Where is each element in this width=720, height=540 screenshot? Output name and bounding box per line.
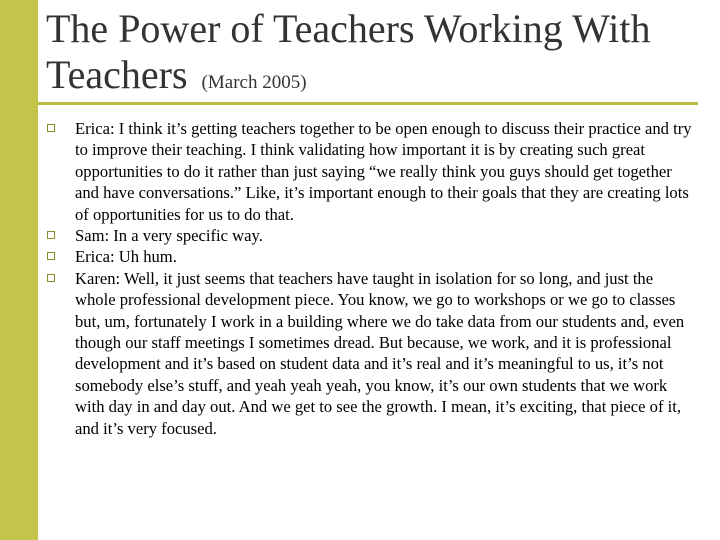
left-accent-bar bbox=[0, 0, 38, 540]
bullet-item-erica-1 bbox=[46, 118, 696, 225]
bullet-text: Erica: I think it’s getting teachers together to be open enough to discuss their practice and try to improve their teaching. I think validating how important it is by creating such great opportunities to do it rather than just saying “we really think you guys should get together and have conversations.” Like, it’s important enough to their goals that they are creating lots of opportunities for us to do that. bbox=[75, 119, 692, 224]
hollow-square-bullet-icon bbox=[47, 231, 55, 239]
hollow-square-bullet-icon bbox=[47, 252, 55, 260]
hollow-square-bullet-icon bbox=[47, 274, 55, 282]
slide-title-date: (March 2005) bbox=[201, 72, 307, 93]
slide-title-main: The Power of Teachers Working With Teachers bbox=[46, 6, 651, 97]
bullet-item-sam bbox=[46, 225, 696, 246]
bullet-text: Karen: Well, it just seems that teachers have taught in isolation for so long, and just the whole professional development piece. You know, we go to workshops or we go to classes but, um, fortunately I work in a building where we do take data from our students and, even though our staff meetings I sometimes dread. But because, we work, and it is professional development and it’s based on student data and it’s real and it’s meaningful to us, it’s not somebody else’s stuff, and yeah yeah yeah, you know, it’s our own students that we work with day in and day out. And we get to see the growth. I mean, it’s exciting, that piece of it, and it’s very focused. bbox=[75, 268, 685, 438]
bullet-text: Erica: Uh hum. bbox=[75, 247, 177, 267]
bullet-text: Sam: In a very specific way. bbox=[75, 226, 263, 246]
hollow-square-bullet-icon bbox=[47, 124, 55, 132]
bullet-list bbox=[46, 118, 696, 439]
title-underline bbox=[38, 102, 698, 105]
slide-title bbox=[46, 6, 706, 98]
bullet-item-karen bbox=[46, 268, 696, 439]
bullet-item-erica-2 bbox=[46, 246, 696, 267]
